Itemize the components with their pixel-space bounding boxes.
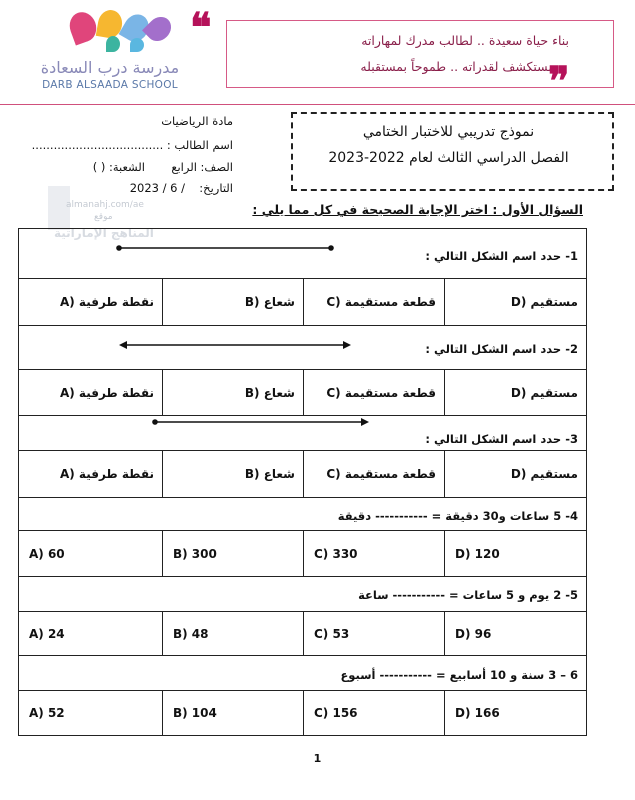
option-cell[interactable] <box>19 370 162 415</box>
option-cell[interactable] <box>162 451 303 497</box>
question-row <box>19 416 586 451</box>
option-c: قطعة مستقيمة (C <box>326 295 436 309</box>
option-cell[interactable] <box>303 370 444 415</box>
option-c: C) 53 <box>314 626 350 641</box>
questions-table <box>18 228 587 736</box>
option-d: مستقيم (D <box>510 467 578 481</box>
option-cell[interactable] <box>444 451 586 497</box>
option-b: B) 300 <box>173 546 217 561</box>
option-cell[interactable] <box>162 612 303 655</box>
options-row <box>19 279 586 326</box>
question-text: 5- 2 يوم و 5 ساعات = ----------- ساعة <box>358 588 578 602</box>
question-row <box>19 326 586 370</box>
option-c: C) 330 <box>314 546 358 561</box>
option-a: نقطة طرفية (A <box>59 385 154 400</box>
school-name-arabic: مدرسة درب السعادة <box>40 58 180 77</box>
option-b: B) 104 <box>173 706 217 720</box>
question-text: 4- 5 ساعات و30 دقيقة = ----------- دقيقة <box>337 509 578 523</box>
options-row <box>19 370 586 416</box>
exam-title-box <box>291 112 614 191</box>
line-figure <box>119 338 351 352</box>
option-b: شعاع (B <box>244 295 295 309</box>
option-cell[interactable] <box>444 531 586 576</box>
option-a: نقطة طرفية (A <box>59 467 154 481</box>
option-d: D) 120 <box>455 546 500 561</box>
option-cell[interactable] <box>444 691 586 735</box>
option-cell[interactable] <box>19 531 162 576</box>
option-b: B) 48 <box>173 626 209 641</box>
subject-label: مادة الرياضيات <box>161 114 233 128</box>
option-c: قطعة مستقيمة (C <box>326 467 436 481</box>
grade-label: الصف: الرابع <box>171 160 233 174</box>
school-name-english: DARB ALSAADA SCHOOL <box>42 79 178 91</box>
exam-title-line-2: الفصل الدراسي الثالث لعام 2022-2023 <box>328 150 569 166</box>
option-cell[interactable] <box>303 612 444 655</box>
option-b: شعاع (B <box>244 385 295 400</box>
option-cell[interactable] <box>303 279 444 325</box>
slogan-line-2: مستكشف لقدراته .. طموحاً بمستقبله <box>360 59 555 74</box>
option-cell[interactable] <box>162 531 303 576</box>
option-d: D) 166 <box>455 706 500 720</box>
site-watermark: almanahj.com/ae موقع المناهج الإماراتية <box>44 186 144 252</box>
option-cell[interactable] <box>19 279 162 325</box>
option-d: مستقيم (D <box>510 385 578 400</box>
date-label: التاريخ: <box>199 181 233 195</box>
question-row <box>19 577 586 612</box>
question-row <box>19 656 586 691</box>
option-cell[interactable] <box>162 691 303 735</box>
option-b: شعاع (B <box>244 467 295 481</box>
page-number: 1 <box>313 752 322 765</box>
slogan-line-1: بناء حياة سعيدة .. لطالب مدرك لمهاراته <box>361 33 569 48</box>
question-row <box>19 498 586 531</box>
line-segment-figure <box>115 243 335 253</box>
option-a: A) 24 <box>29 626 65 641</box>
option-a: A) 60 <box>29 546 65 561</box>
question-text: 6 – 3 سنة و 10 أسابيع = ----------- أسبوع <box>340 668 578 682</box>
date-value: 2023 / 6 / <box>129 181 185 195</box>
question-text: 3- حدد اسم الشكل التالي : <box>425 432 578 446</box>
option-cell[interactable] <box>444 612 586 655</box>
option-cell[interactable] <box>19 451 162 497</box>
option-cell[interactable] <box>19 612 162 655</box>
option-cell[interactable] <box>162 370 303 415</box>
student-name-field: اسم الطالب : .................................... <box>31 138 233 152</box>
option-cell[interactable] <box>303 691 444 735</box>
option-cell[interactable] <box>303 531 444 576</box>
options-row <box>19 451 586 498</box>
option-cell[interactable] <box>444 370 586 415</box>
exam-title-line-1: نموذج تدريبي للاختبار الختامي <box>362 124 535 140</box>
options-row <box>19 691 586 735</box>
question-text: 1- حدد اسم الشكل التالي : <box>425 249 578 263</box>
option-cell[interactable] <box>444 279 586 325</box>
option-cell[interactable] <box>162 279 303 325</box>
section-title: السؤال الأول : اختر الإجابة الصحيحة في كل مما يلي : <box>252 202 583 217</box>
question-text: 2- حدد اسم الشكل التالي : <box>425 342 578 356</box>
ray-figure <box>149 416 369 428</box>
option-a: A) 52 <box>29 706 65 720</box>
option-a: نقطة طرفية (A <box>59 295 154 309</box>
header-divider <box>0 104 635 105</box>
options-row <box>19 531 586 577</box>
quote-open-icon: ❝ <box>190 4 212 51</box>
option-c: C) 156 <box>314 706 358 720</box>
class-section-field: الشعبة: ( ) <box>92 160 145 174</box>
question-row <box>19 229 586 279</box>
option-c: قطعة مستقيمة (C <box>326 385 436 400</box>
option-d: D) 96 <box>455 626 492 641</box>
quote-close-icon: ❞ <box>548 58 570 105</box>
option-cell[interactable] <box>19 691 162 735</box>
options-row <box>19 612 586 656</box>
option-d: مستقيم (D <box>510 295 578 309</box>
option-cell[interactable] <box>303 451 444 497</box>
